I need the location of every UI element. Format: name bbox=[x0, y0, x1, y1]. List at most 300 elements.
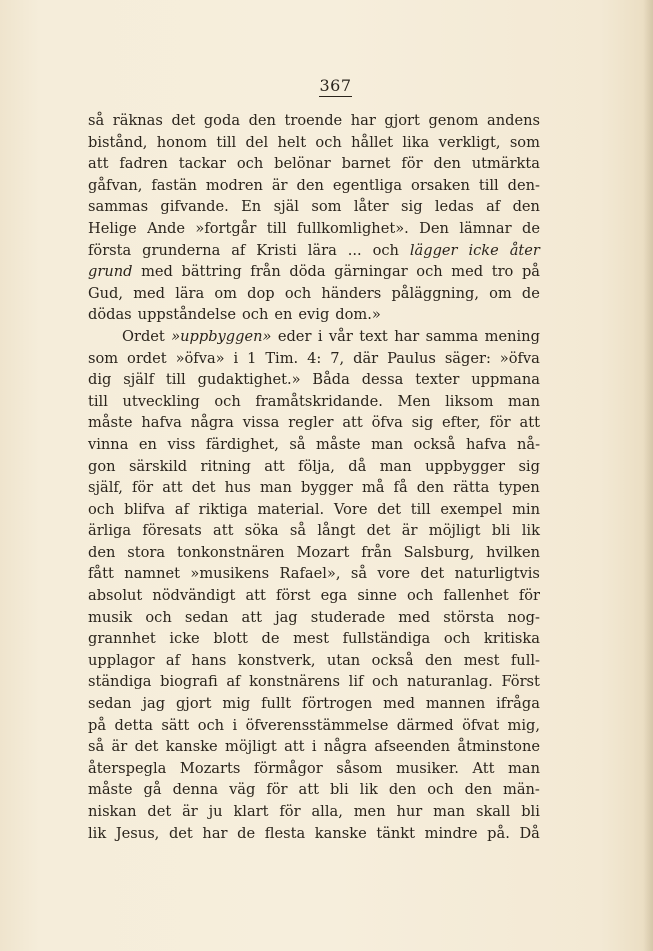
word: ständiga bbox=[88, 673, 152, 691]
word: då bbox=[348, 457, 367, 475]
text-line bbox=[88, 520, 540, 542]
word: Helige bbox=[88, 219, 137, 237]
word: de bbox=[261, 630, 280, 648]
word: liksom bbox=[445, 392, 494, 410]
text-line bbox=[88, 434, 540, 456]
word: mig, bbox=[507, 716, 540, 734]
word: namnet bbox=[124, 565, 181, 583]
word: har bbox=[394, 327, 420, 345]
word: första bbox=[88, 241, 132, 259]
word: ega bbox=[320, 587, 348, 605]
word: döda bbox=[289, 263, 326, 281]
text-line bbox=[88, 542, 540, 564]
word: så bbox=[289, 522, 307, 540]
word: ifråga bbox=[496, 695, 540, 713]
text-line bbox=[88, 563, 540, 585]
word: Ordet bbox=[122, 327, 165, 345]
text-line bbox=[88, 196, 540, 218]
word: från bbox=[361, 543, 392, 561]
word: och bbox=[214, 392, 241, 410]
text-line bbox=[88, 304, 540, 326]
word: fallenhet bbox=[443, 587, 509, 605]
word: några bbox=[323, 738, 367, 756]
text-line bbox=[88, 823, 540, 845]
word: det bbox=[366, 522, 391, 540]
word: utmärkta bbox=[471, 155, 540, 173]
word: modren bbox=[205, 176, 263, 194]
word: och bbox=[406, 587, 434, 605]
word: som bbox=[509, 133, 540, 151]
word: att bbox=[241, 608, 262, 626]
word: bli bbox=[521, 803, 540, 820]
word: sedan bbox=[184, 608, 229, 626]
text-line bbox=[88, 391, 540, 413]
word: efter, bbox=[442, 414, 481, 432]
word: låter bbox=[353, 198, 389, 216]
word: dig bbox=[88, 371, 112, 389]
word: detta bbox=[114, 716, 153, 734]
text-line bbox=[88, 628, 540, 650]
word: det bbox=[377, 500, 402, 518]
word: af bbox=[174, 500, 189, 518]
word: till bbox=[165, 371, 186, 389]
word: dom.» bbox=[335, 306, 381, 324]
word: grunderna bbox=[142, 241, 221, 259]
word: full- bbox=[510, 651, 540, 669]
word: viss bbox=[167, 435, 196, 453]
word: återspegla bbox=[88, 759, 167, 777]
word: af bbox=[486, 198, 501, 216]
word: i bbox=[233, 349, 239, 367]
word: åtminstone bbox=[457, 738, 540, 756]
word: det bbox=[147, 803, 172, 820]
word: därmed bbox=[396, 716, 454, 734]
word: i bbox=[317, 327, 323, 345]
word: lära bbox=[307, 241, 337, 259]
word: öfverensstämmelse bbox=[245, 716, 389, 734]
word: »musikens bbox=[190, 565, 270, 583]
word: den bbox=[512, 198, 540, 216]
word: Då bbox=[519, 824, 540, 842]
word: att bbox=[519, 414, 540, 432]
word: den bbox=[416, 479, 445, 497]
word: man bbox=[508, 759, 540, 777]
word: texter bbox=[415, 371, 460, 389]
word: goda bbox=[203, 112, 241, 129]
text-line bbox=[88, 715, 540, 737]
text-line bbox=[88, 801, 540, 823]
word: hafva bbox=[466, 435, 507, 453]
word: är bbox=[111, 738, 128, 756]
word: öfva bbox=[371, 414, 403, 432]
word: och bbox=[197, 716, 225, 734]
word: i bbox=[311, 738, 317, 756]
word: är bbox=[401, 522, 418, 540]
word: fullständiga bbox=[342, 630, 431, 648]
word: ritning bbox=[200, 457, 251, 475]
word: så bbox=[350, 565, 368, 583]
word: bistånd, bbox=[88, 133, 148, 151]
word: flesta bbox=[264, 824, 306, 842]
word: att bbox=[213, 522, 234, 540]
word: vissa bbox=[242, 414, 280, 432]
word: utan bbox=[326, 651, 361, 669]
word: att bbox=[342, 414, 363, 432]
word: 1 bbox=[247, 349, 257, 367]
word: sammas bbox=[88, 198, 149, 216]
word: man bbox=[371, 435, 404, 453]
word: mest bbox=[463, 651, 500, 669]
word: 4: bbox=[307, 349, 322, 367]
word: det bbox=[191, 479, 216, 497]
word: gjort bbox=[175, 695, 212, 713]
word: för bbox=[518, 587, 540, 605]
word: ju bbox=[208, 803, 223, 820]
word: barnet bbox=[341, 155, 391, 173]
text-line bbox=[88, 218, 540, 240]
word: att bbox=[245, 587, 266, 605]
word: sig bbox=[518, 457, 540, 475]
word: färdighet, bbox=[205, 435, 279, 453]
word: lika bbox=[402, 133, 430, 151]
word: lik bbox=[359, 781, 378, 799]
word: och bbox=[315, 133, 342, 151]
word: den bbox=[296, 176, 324, 194]
word: man bbox=[259, 479, 292, 497]
word: få bbox=[393, 479, 408, 497]
word: att bbox=[264, 457, 285, 475]
word: själf bbox=[123, 371, 154, 389]
word: för bbox=[401, 155, 423, 173]
word: studerade bbox=[310, 608, 386, 626]
word: musik bbox=[88, 608, 133, 626]
word: har bbox=[202, 824, 228, 842]
word: och bbox=[443, 630, 471, 648]
word: och bbox=[88, 500, 115, 518]
text-line bbox=[88, 499, 540, 521]
text-line bbox=[88, 153, 540, 175]
body-text bbox=[88, 110, 540, 844]
word: för bbox=[489, 414, 511, 432]
word: från bbox=[250, 263, 281, 281]
word: men bbox=[353, 803, 386, 820]
word: jag bbox=[142, 695, 166, 713]
word: Först bbox=[501, 673, 540, 691]
word: vinna bbox=[88, 435, 129, 453]
word: man bbox=[433, 803, 466, 820]
word: också bbox=[413, 435, 456, 453]
word: konstverk, bbox=[237, 651, 316, 669]
word: hus bbox=[224, 479, 251, 497]
text-line bbox=[88, 110, 540, 132]
word: mannen bbox=[425, 695, 486, 713]
text-line bbox=[88, 671, 540, 693]
word: den bbox=[424, 651, 453, 669]
word: mening bbox=[484, 327, 540, 345]
word: absolut bbox=[88, 587, 143, 605]
word: kanske bbox=[314, 824, 367, 842]
word: den bbox=[464, 781, 492, 799]
word: till bbox=[410, 500, 431, 518]
word: först bbox=[275, 587, 311, 605]
word: regler bbox=[288, 414, 334, 432]
word: hafva bbox=[141, 414, 182, 432]
word: lik bbox=[88, 824, 107, 842]
word: med bbox=[133, 284, 166, 302]
text-line bbox=[88, 261, 540, 283]
word: 7, bbox=[330, 349, 345, 367]
word: måste bbox=[88, 781, 133, 799]
word: sinne bbox=[357, 587, 397, 605]
word: hur bbox=[396, 803, 423, 820]
word: på bbox=[521, 263, 540, 281]
word: Salsburg, bbox=[403, 543, 475, 561]
word: text bbox=[359, 327, 388, 345]
word: »fortgår bbox=[195, 219, 257, 237]
word: Jesus, bbox=[115, 824, 160, 842]
word: naturligtvis bbox=[454, 565, 540, 583]
word: honom bbox=[156, 133, 207, 151]
word: några bbox=[190, 414, 234, 432]
word: af bbox=[231, 241, 246, 259]
word: och bbox=[372, 673, 399, 691]
word: hans bbox=[191, 651, 227, 669]
word: följa, bbox=[298, 457, 335, 475]
word: evig bbox=[298, 306, 330, 324]
word: icke bbox=[169, 630, 200, 648]
word: uppmana bbox=[471, 371, 540, 389]
word: Att bbox=[472, 759, 495, 777]
word: biografi bbox=[160, 673, 218, 691]
word: att bbox=[162, 479, 183, 497]
word: och bbox=[372, 241, 399, 259]
word: måste bbox=[316, 435, 361, 453]
word: blifva bbox=[124, 500, 166, 518]
word: upplagor bbox=[88, 651, 155, 669]
word: framåtskridande. bbox=[255, 392, 383, 410]
word: den bbox=[388, 781, 417, 799]
text-line bbox=[88, 456, 540, 478]
word: kanske bbox=[165, 738, 218, 756]
word: »öfva bbox=[499, 349, 540, 367]
word: om bbox=[489, 284, 512, 302]
text-line bbox=[88, 369, 540, 391]
word: dödas bbox=[88, 306, 132, 324]
word: själ bbox=[273, 198, 299, 216]
text-line bbox=[88, 240, 540, 262]
word: rätta bbox=[453, 479, 490, 497]
text-line bbox=[88, 175, 540, 197]
word: grund bbox=[88, 263, 133, 281]
word: afseenden bbox=[374, 738, 450, 756]
word: nog- bbox=[507, 608, 540, 626]
text-line bbox=[88, 607, 540, 629]
word: material. bbox=[257, 500, 325, 518]
word: lik bbox=[521, 522, 540, 540]
word: Kristi bbox=[256, 241, 297, 259]
word: uppbygger bbox=[425, 457, 506, 475]
word: Gud, bbox=[88, 284, 124, 302]
word: Rafael», bbox=[279, 565, 341, 583]
word: riktiga bbox=[198, 500, 248, 518]
word: skall bbox=[475, 803, 511, 820]
word: förtrogen bbox=[302, 695, 373, 713]
word: en bbox=[138, 435, 157, 453]
word: grannhet bbox=[88, 630, 156, 648]
word: med bbox=[141, 263, 173, 281]
word: uppståndelse bbox=[137, 306, 236, 324]
word: alla, bbox=[311, 803, 343, 820]
word: med bbox=[398, 608, 431, 626]
word: med bbox=[451, 263, 484, 281]
word: fastän bbox=[151, 176, 197, 194]
word: tonkonstnären bbox=[177, 543, 285, 561]
word: gon bbox=[88, 457, 116, 475]
word: denna bbox=[172, 781, 219, 799]
word: och bbox=[416, 263, 443, 281]
word: i bbox=[232, 716, 238, 734]
word: verkligt, bbox=[438, 133, 501, 151]
word: sedan bbox=[88, 695, 132, 713]
word: största bbox=[443, 608, 495, 626]
word: Tim. bbox=[265, 349, 299, 367]
page-edge-shadow bbox=[643, 0, 653, 951]
word: lära bbox=[175, 284, 205, 302]
word: samma bbox=[425, 327, 479, 345]
word: nå- bbox=[516, 435, 540, 453]
word: del bbox=[245, 133, 269, 151]
word: lif bbox=[348, 673, 364, 691]
word: dop bbox=[247, 284, 275, 302]
text-line bbox=[88, 477, 540, 499]
word: tackar bbox=[178, 155, 226, 173]
word: är bbox=[182, 803, 198, 820]
word: långt bbox=[317, 522, 356, 540]
word: icke bbox=[468, 241, 499, 259]
word: konstnärens bbox=[249, 673, 341, 691]
word: må bbox=[361, 479, 385, 497]
word: till bbox=[88, 392, 108, 410]
word: sig bbox=[401, 198, 423, 216]
text-line bbox=[88, 585, 540, 607]
word: kritiska bbox=[483, 630, 540, 648]
text-line bbox=[88, 283, 540, 305]
word: till bbox=[216, 133, 237, 151]
word: räknas bbox=[112, 112, 163, 129]
word: möjligt bbox=[428, 522, 481, 540]
text-line bbox=[88, 326, 540, 348]
word: för bbox=[279, 803, 301, 820]
word: ledas bbox=[434, 198, 474, 216]
word: det bbox=[171, 112, 196, 129]
word: som bbox=[88, 349, 119, 367]
word: att bbox=[88, 155, 109, 173]
word: »uppbyggen» bbox=[171, 327, 272, 345]
word: fullt bbox=[261, 695, 292, 713]
word: orsaken bbox=[411, 176, 470, 194]
word: musiker. bbox=[396, 759, 459, 777]
word: typen bbox=[498, 479, 540, 497]
word: till bbox=[266, 219, 287, 237]
word: eder bbox=[277, 327, 312, 345]
word: också bbox=[371, 651, 414, 669]
word: mest bbox=[293, 630, 329, 648]
word: gifvande. bbox=[160, 198, 229, 216]
word: Den bbox=[419, 219, 449, 237]
word: den bbox=[88, 543, 116, 561]
word: blott bbox=[213, 630, 248, 648]
word: af bbox=[165, 651, 181, 669]
page-number bbox=[0, 76, 653, 97]
text-line bbox=[88, 758, 540, 780]
word: Mozart bbox=[296, 543, 350, 561]
word: mindre bbox=[424, 824, 478, 842]
word: en bbox=[274, 306, 293, 324]
word: gå bbox=[143, 781, 162, 799]
word: själf, bbox=[88, 479, 123, 497]
word: nödvändigt bbox=[152, 587, 236, 605]
word: ... bbox=[347, 241, 362, 259]
word: för bbox=[131, 479, 154, 497]
word: hvilken bbox=[486, 543, 540, 561]
page-number-text: 367 bbox=[319, 76, 352, 95]
text-line bbox=[88, 348, 540, 370]
word: jag bbox=[275, 608, 298, 626]
word: af bbox=[226, 673, 241, 691]
word: åter bbox=[509, 241, 540, 259]
word: öfvat bbox=[462, 716, 500, 734]
word: har bbox=[350, 112, 376, 129]
word: fadren bbox=[119, 155, 168, 173]
word: lägger bbox=[409, 241, 458, 259]
word: och bbox=[236, 155, 264, 173]
word: möjligt bbox=[225, 738, 277, 756]
word: de bbox=[521, 284, 540, 302]
text-line bbox=[88, 132, 540, 154]
word: gjort bbox=[384, 112, 420, 129]
word: på bbox=[88, 716, 107, 734]
word: och bbox=[241, 306, 269, 324]
word: man bbox=[508, 392, 540, 410]
word: de bbox=[237, 824, 256, 842]
word: det bbox=[420, 565, 445, 583]
word: egentliga bbox=[332, 176, 403, 194]
text-line bbox=[88, 412, 540, 434]
word: sig bbox=[411, 414, 434, 432]
word: där bbox=[353, 349, 379, 367]
word: säger: bbox=[444, 349, 491, 367]
word: exempel bbox=[440, 500, 503, 518]
word: Mozarts bbox=[179, 759, 241, 777]
word: särskild bbox=[128, 457, 188, 475]
word: fullkomlighet». bbox=[297, 219, 409, 237]
word: med bbox=[383, 695, 415, 713]
word: att bbox=[298, 781, 319, 799]
word: belönar bbox=[274, 155, 331, 173]
word: Ande bbox=[147, 219, 185, 237]
text-line bbox=[88, 779, 540, 801]
word: de bbox=[522, 219, 540, 237]
word: En bbox=[241, 198, 262, 216]
word: bli bbox=[491, 522, 511, 540]
word: troende bbox=[284, 112, 343, 129]
word: och bbox=[145, 608, 172, 626]
word: klart bbox=[233, 803, 269, 820]
word: mig bbox=[222, 695, 251, 713]
word: det bbox=[168, 824, 193, 842]
word: till bbox=[478, 176, 499, 194]
word: Men bbox=[397, 392, 431, 410]
